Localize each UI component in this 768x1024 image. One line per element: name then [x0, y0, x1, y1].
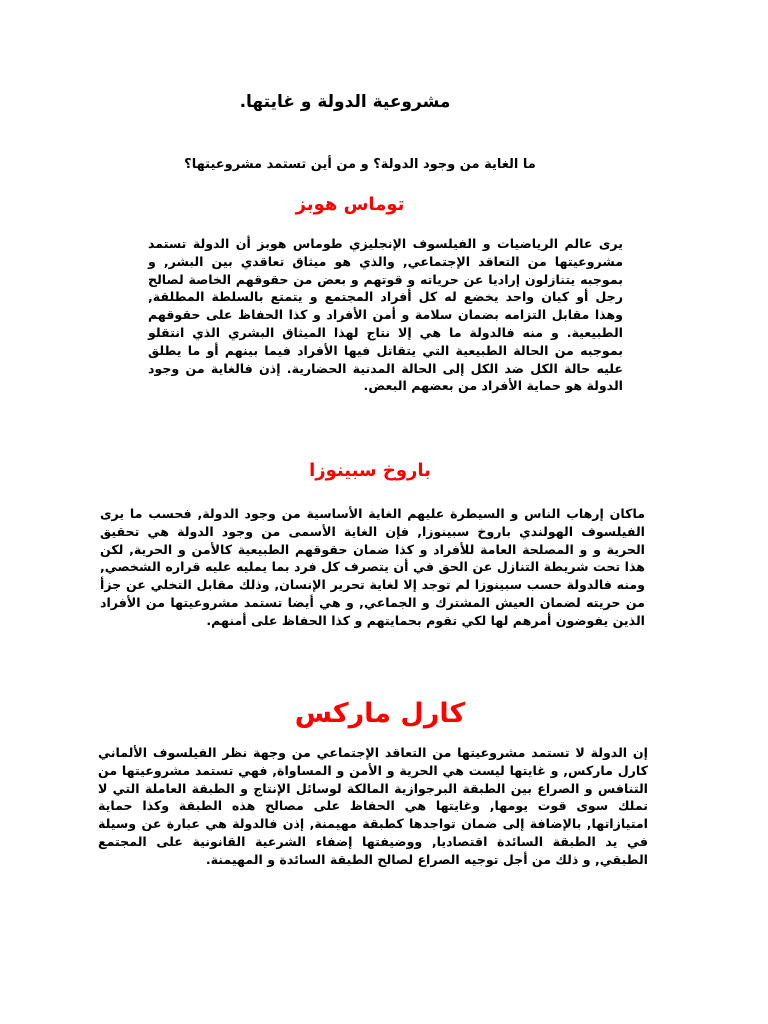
page-title: مشروعية الدولة و غايتها.: [239, 92, 451, 112]
section-heading-hobbes: توماس هوبز: [295, 194, 405, 215]
section-body-hobbes: يرى عالم الرياضيات و الفيلسوف الإنجليزي طوماس هوبز أن الدولة تستمد مشروعيتها من التعاقد الإجتماعي, والذي هو ميثاق تعاقدي بين البشر, و بموجبه يتنازلون إراديا عن حرياته و قوتهم و بعض من حقوقهم الخاصة لصالح رجل أو كيان واحد يخضع له كل أفراد المجتمع و يتمتع بالسلطة المطلقة, وهذا مقابل التزامه بضمان سلامة و أمن الأفراد و كذا الحفاظ على حقوقهم الطبيعية. و منه فالدولة ما هي إلا نتاج لهذا الميثاق البشري الذي انتقلو بموجبه من الحالة الطبيعية التي يتقاتل فيها الأفراد فيما بينهم أو ما يطلق عليه حالة الكل ضد الكل إلى الحالة المدنية الحضارية. إذن فالغاية من وجود الدولة هو حماية الأفراد من بعضهم البعض.: [148, 236, 623, 394]
section-heading-marx: كارل ماركس: [294, 698, 466, 729]
main-question: ما الغاية من وجود الدولة؟ و من أين تستمد مشروعيتها؟: [184, 157, 536, 172]
section-body-marx: إن الدولة لا تستمد مشروعيتها من التعاقد الإجتماعي من وجهة نظر الفيلسوف الألماني كارل ماركس, و غايتها ليست هي الحرية و الأمن و المساواة, فهي تستمد مشروعيتها من التنافس و الصراع بين الطبقة البرجوازية المالكة لوسائل الإنتاج و الطبقة العاملة التي لا تملك سوى قوت يومها, وغايتها هي الحفاظ على مصالح هذه الطبقة وكذا حماية امتيازاتها, بالإضافة إلى ضمان تواجدها كطبقة مهيمنة, إذن فالدولة هي عبارة عن وسيلة في يد الطبقة السائدة اقتصاديا, ووضيفتها إضفاء الشرعية القانونية على المجتمع الطبقي, و ذلك من أجل توجيه الصراع لصالح الطبقة السائدة و المهيمنة.: [98, 745, 648, 867]
section-heading-spinoza: باروخ سبينوزا: [309, 460, 431, 481]
section-body-spinoza: ماكان إرهاب الناس و السيطرة عليهم الغاية الأساسية من وجود الدولة, فحسب ما يرى الفيلسوف الهولندي باروخ سبينوزا, فإن الغاية الأسمى من وجود الدولة هي تحقيق الحرية و و المصلحة العامة للأفراد و كذا ضمان حقوقهم الطبيعية كالأمن و الحرية, لكن هذا تحت شريطة التنازل عن الحق في أن يتصرف كل فرد بما يمليه عليه قراره الشخصي, ومنه فالدولة حسب سبينوزا لم توجد إلا لغاية تحرير الإنسان, وذلك مقابل التخلي عن جزأ من حريته لضمان العيش المشترك و الجماعي, و هي أيضا تستمد مشروعيتها من الأفراد الذين يفوضون أمرهم لها لكي تقوم بحمايتهم و كذا الحفاظ على أمنهم.: [100, 506, 645, 628]
